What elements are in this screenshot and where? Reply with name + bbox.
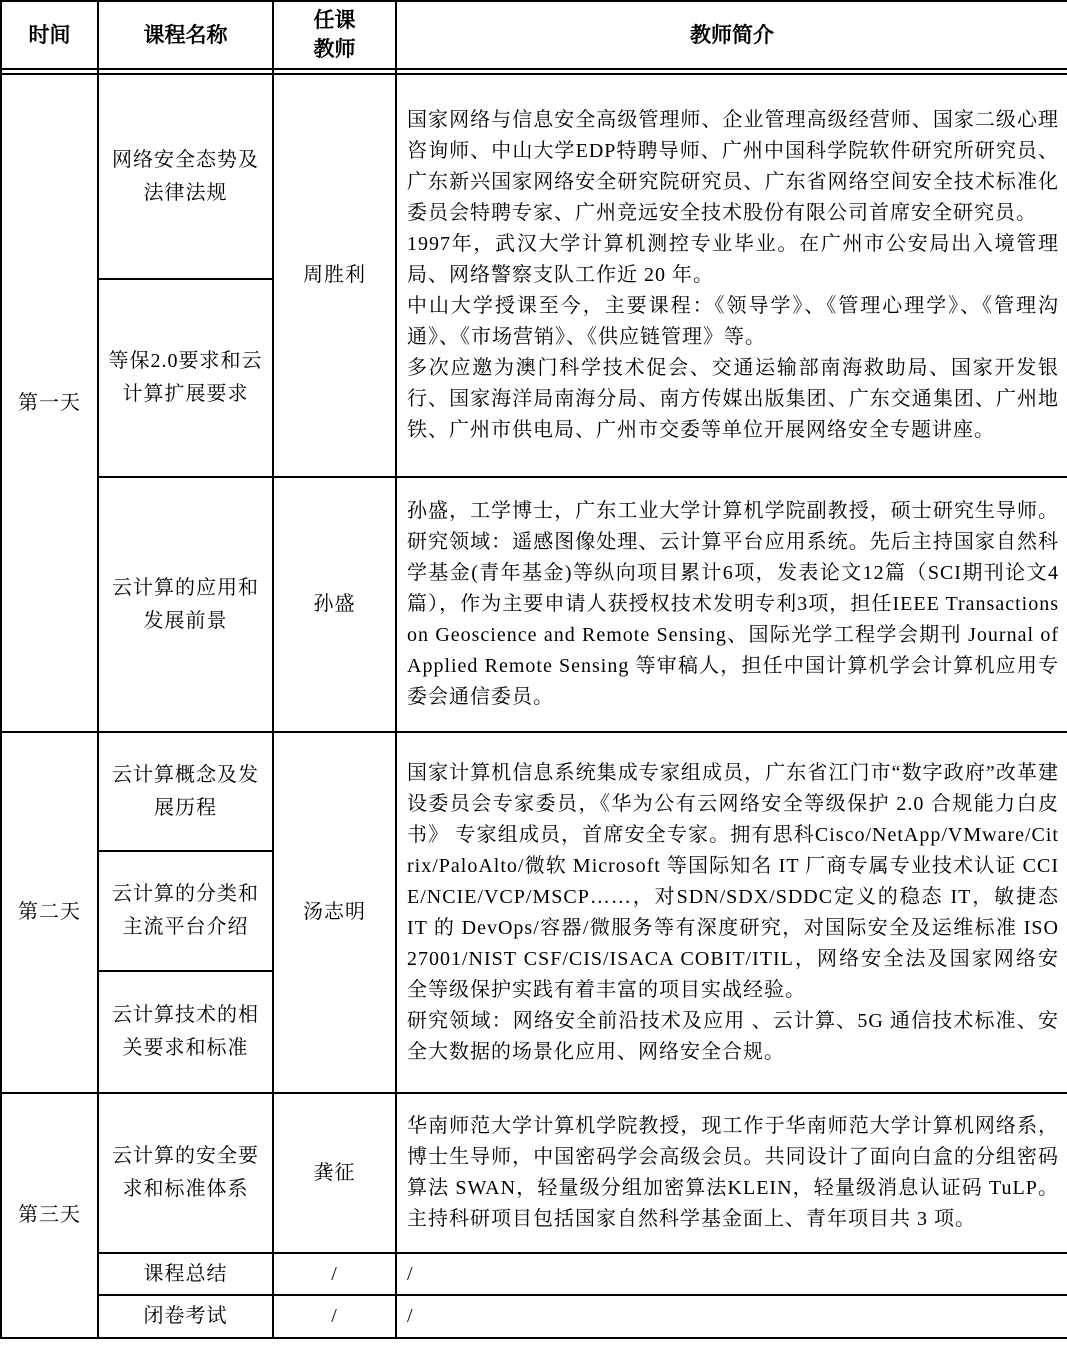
table-header-row (1, 1, 1067, 69)
bio-placeholder-cell (396, 1295, 1067, 1338)
header-intro-column: 教师简介 (396, 1, 1067, 69)
bio-paragraph: 1997年，武汉大学计算机测控专业毕业。在广州市公安局出入境管理局、网络警察支队工作近 20 年。 (407, 233, 1059, 286)
course-name-cell: 课程总结 (98, 1253, 273, 1295)
header-course-column: 课程名称 (98, 1, 273, 69)
course-name-cell: 云计算概念及发展历程 (98, 732, 273, 851)
bio-paragraph: 研究领域：网络安全前沿技术及应用 、云计算、5G 通信技术标准、安全大数据的场景化应用、网络安全合规。 (407, 1009, 1059, 1063)
header-teacher-column (273, 1, 396, 69)
header-teacher-line1: 任课 (313, 8, 356, 32)
teacher-placeholder-cell: / (273, 1295, 396, 1338)
teacher-bio-cell (396, 74, 1067, 477)
course-name-cell: 云计算的应用和发展前景 (98, 477, 273, 732)
bio-paragraph: 孙盛，工学博士，广东工业大学计算机学院副教授，硕士研究生导师。研究领域：遥感图像处理、云计算平台应用系统。先后主持国家自然科学基金(青年基金)等纵向项目累计6项，发表论文12篇（SCI期刊论文4篇），作为主要申请人获授权技术发明专利3项，担任IEEE Transactions on Geoscience and Remote Sensing、国际光学工程学会期刊 Journal of Applied Remote Sensing 等审稿人，担任中国计算机学会计算机应用专委会通信委员。 (407, 500, 1059, 708)
bio-paragraph: 国家计算机信息系统集成专家组成员，广东省江门市“数字政府”改革建设委员会专家委员，《华为公有云网络安全等级保护 2.0 合规能力白皮书》 专家组成员，首席安全专家。拥有思科Cisco/NetApp/VMware/Citrix/PaloAlto/微软 Microsoft 等国际知名 IT 厂商专属专业技术认证 CCIE/NCIE/VCP/MSCP……，对SDN/SDX/SDDC定义的稳态 IT，敏捷态 IT 的 DevOps/容器/微服务等有深度研究，对国际安全及运维标准 ISO27001/NIST CSF/CIS/ISACA COBIT/ITIL，网络安全法及国家网络安全等级保护实践有着丰富的项目实战经验。 (407, 761, 1059, 1001)
teacher-name-cell: 周胜利 (273, 74, 396, 477)
bio-paragraph: 中山大学授课至今，主要课程：《领导学》、《管理心理学》、《管理沟通》、《市场营销》、《供应链管理》等。 (407, 295, 1059, 348)
bio-paragraph: 多次应邀为澳门科学技术促会、交通运输部南海救助局、国家开发银行、国家海洋局南海分局、南方传媒出版集团、广东交通集团、广州地铁、广州市供电局、广州市交委等单位开展网络安全专题讲座。 (407, 357, 1059, 441)
course-name-cell: 网络安全态势及法律法规 (98, 74, 273, 279)
table-row (1, 1253, 1067, 1295)
bio-paragraph: 华南师范大学计算机学院教授，现工作于华南师范大学计算机网络系，博士生导师，中国密码学会高级会员。共同设计了面向白盒的分组密码算法 SWAN，轻量级分组加密算法KLEIN，轻量级消息认证码 TuLP。主持科研项目包括国家自然科学基金面上、青年项目共 3 项。 (407, 1115, 1059, 1230)
bio-placeholder-cell (396, 1253, 1067, 1295)
teacher-placeholder-cell: / (273, 1253, 396, 1295)
teacher-name-cell: 龚征 (273, 1093, 396, 1253)
bio-paragraph: / (407, 1262, 414, 1285)
course-name-cell: 云计算的分类和主流平台介绍 (98, 851, 273, 971)
table-row (1, 1295, 1067, 1338)
table-row (1, 477, 1067, 732)
teacher-bio-cell (396, 477, 1067, 732)
teacher-name-cell: 汤志明 (273, 732, 396, 1093)
bio-paragraph: 国家网络与信息安全高级管理师、企业管理高级经营师、国家二级心理咨询师、中山大学EDP特聘导师、广州中国科学院软件研究所研究员、广东新兴国家网络安全研究院研究员、广东省网络空间安全技术标准化委员会特聘专家、广州竞远安全技术股份有限公司首席安全研究员。 (407, 109, 1059, 224)
header-teacher-line2: 教师 (313, 37, 356, 61)
header-time-column: 时间 (1, 1, 98, 69)
day1-label: 第一天 (1, 74, 98, 732)
table-row (1, 74, 1067, 279)
teacher-bio-cell (396, 1093, 1067, 1253)
day2-label: 第二天 (1, 732, 98, 1093)
table-row (1, 732, 1067, 851)
day3-label: 第三天 (1, 1093, 98, 1338)
teacher-bio-cell (396, 732, 1067, 1093)
table-row (1, 1093, 1067, 1253)
course-name-cell: 云计算的安全要求和标准体系 (98, 1093, 273, 1253)
course-name-cell: 等保2.0要求和云计算扩展要求 (98, 279, 273, 477)
course-name-cell: 云计算技术的相关要求和标准 (98, 971, 273, 1093)
bio-paragraph: / (407, 1305, 414, 1327)
teacher-name-cell: 孙盛 (273, 477, 396, 732)
course-name-cell: 闭卷考试 (98, 1295, 273, 1338)
